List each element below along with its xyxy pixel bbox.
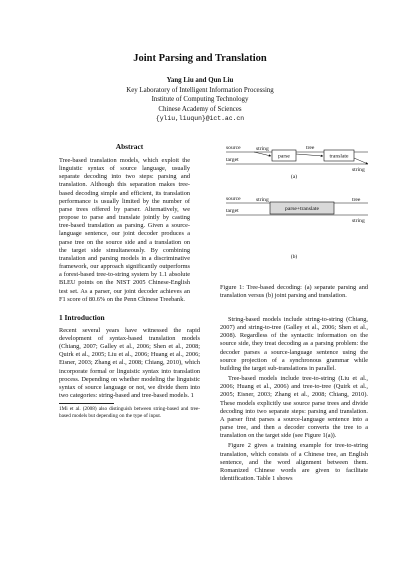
abstract-heading: Abstract	[115, 142, 144, 151]
left-column	[59, 142, 200, 424]
affiliation-line-2: Institute of Computing Technology	[151, 96, 249, 104]
right-paragraph-2: Tree-based models include tree-to-string (Liu et al., 2006; Huang et al., 2006) and tree-to-tree (Quirk et al., 2005; Eisner, 2003; Zhang et al., 2008; Chiang, 2010). These models explicitly use source parse trees and divide decoding into two separate steps: parsing and translation. A parser first parses a source-language sentence into a parse tree, and then a decoder converts the tree to a translation on the target side (see Figure 1(a)).	[220, 375, 368, 440]
fig-b-tree-label: tree	[352, 197, 361, 203]
fig-a-arrow-2	[296, 154, 323, 156]
author-block	[0, 76, 400, 124]
introduction-paragraph: Recent several years have witnessed the rapid development of syntax-based translation models (Chiang, 2007; Galley et al., 2006; Shen et al., 2008; Quirk et al., 2005; Liu et al., 2006; Huang et al., 2006; Eisner, 2003; Zhang et al., 2008; Chiang, 2010), which incorporate formal or linguistic syntax into translation process. Depending on whether modeling the linguistic syntax of source language or not, we divide them into two categories: string-based and tree-based models. 1	[59, 326, 200, 400]
right-column	[220, 314, 368, 483]
fig-a-parse-label: parse	[278, 153, 290, 160]
fig-a-tree-label: tree	[306, 145, 315, 151]
author-email: {yliu,liuqun}@ict.ac.cn	[155, 115, 245, 123]
figure-1	[220, 142, 372, 282]
introduction-heading: 1 Introduction	[59, 312, 105, 322]
figure-1-diagram	[220, 142, 372, 277]
fig-a-source-label: source	[226, 145, 241, 151]
fig-b-target-label: target	[226, 208, 239, 214]
fig-a-arrow-3	[354, 158, 368, 164]
right-paragraph-1: String-based models include string-to-string (Chiang, 2007) and string-to-tree (Galley et al., 2006; Shen et al., 2008). Regardless of the syntactic information on the source side, they treat decoding as a parsing problem: the decoder parses a source-language sentence using the source projection of a synchronous grammar while building the target sub-translations in parallel.	[220, 316, 368, 372]
fig-a-arrow-1	[254, 152, 271, 156]
fig-b-joint-label: parse+translate	[285, 206, 319, 212]
fig-b-source-label: source	[226, 196, 241, 202]
right-paragraph-3: Figure 2 gives a training example for tree-to-string translation, which consists of a Chinese tree, an English sentence, and the word alignment between them. Romanized Chinese words are given to facilitate identification. Table 1 shows	[220, 442, 368, 482]
author-names: Yang Liu and Qun Liu	[166, 77, 234, 84]
fig-b-string-out: string	[352, 218, 365, 224]
fig-b-caption: (b)	[290, 254, 298, 260]
affiliation-line-1: Key Laboratory of Intelligent Information Processing	[126, 86, 274, 94]
abstract-text: Tree-based translation models, which exploit the linguistic syntax of source language, usually separate decoding into two steps: parsing and translation. Although this separation makes tree-based decoding simple and efficient, its translation performance is usually limited by the number of parse trees offered by parser. Alternatively, we propose to parse and translate jointly by casting tree-based translation as parsing. Given a source-language sentence, our joint decoder produces a parse tree on the source side and a translation on the target side simultaneously. By combining translation and parsing models in a discriminative framework, our approach significantly outperforms a forest-based tree-to-string system by 1.1 absolute BLEU points on the NIST 2005 Chinese-English test set. As a parser, our joint decoder achieves an F1 score of 80.6% on the Penn Chinese Treebank.	[59, 157, 190, 303]
affiliation-line-3: Chinese Academy of Sciences	[158, 105, 242, 113]
fig-a-target-label: target	[226, 157, 239, 163]
fig-b-string-label: string	[256, 197, 269, 203]
fig-a-string-out: string	[352, 167, 365, 173]
fig-a-translate-label: translate	[329, 153, 349, 160]
paper-title: Joint Parsing and Translation	[133, 53, 267, 64]
footnote-rule	[59, 403, 114, 404]
footnote: 1Mi et al. (2008) also distinguish between string-based and tree-based models but depending on the type of input.	[59, 406, 200, 419]
figure-1-caption: Figure 1: Tree-based decoding: (a) separate parsing and translation versus (b) joint parsing and translation.	[220, 284, 368, 300]
fig-a-caption: (a)	[290, 174, 298, 180]
fig-a-string-label: string	[256, 146, 269, 152]
